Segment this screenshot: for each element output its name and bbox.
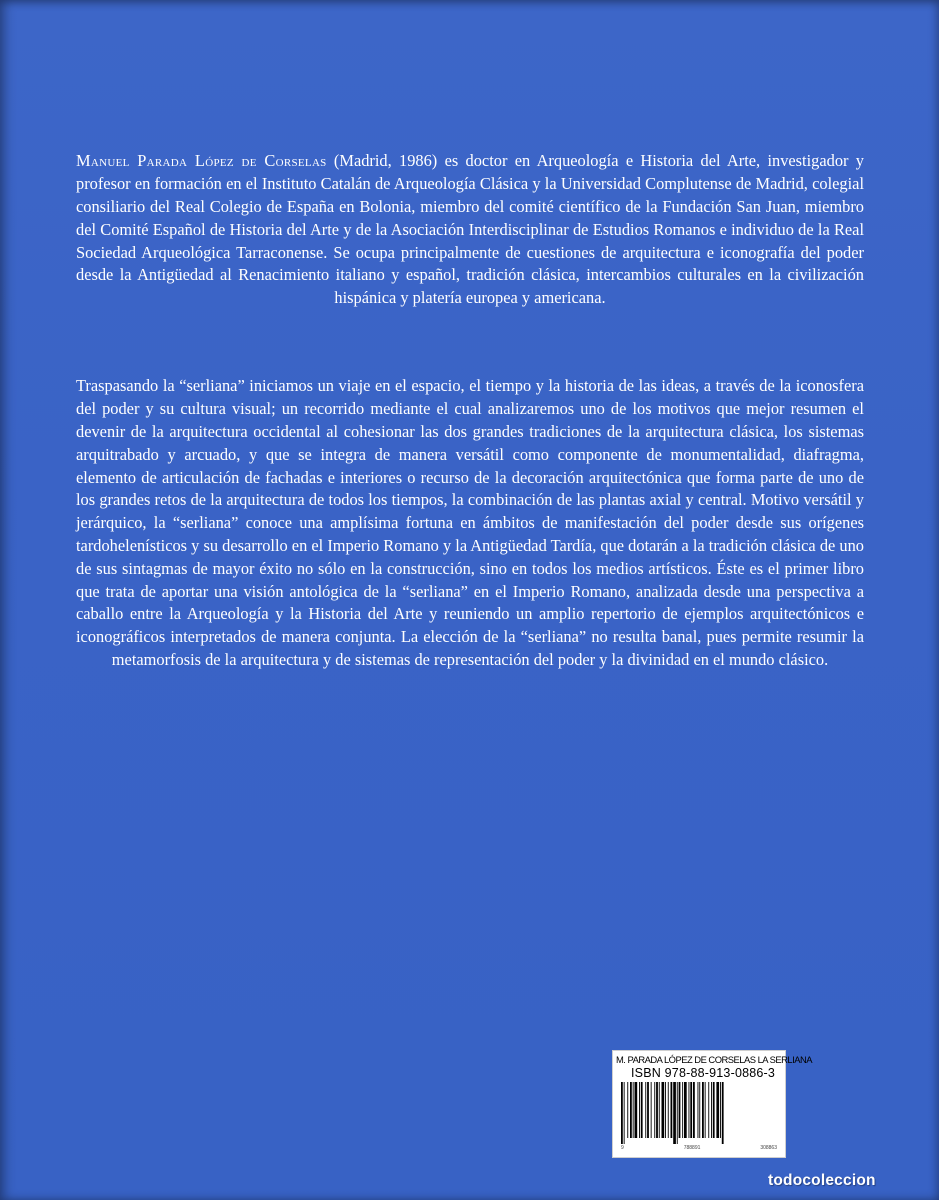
barcode-bar bbox=[702, 1082, 704, 1138]
barcode-bar bbox=[711, 1082, 712, 1138]
barcode-bar bbox=[682, 1082, 683, 1138]
barcode-bar bbox=[656, 1082, 658, 1138]
author-bio-text: (Madrid, 1986) es doctor en Arqueología e Historia del Arte, investigador y profesor en formación en el Instituto Catalán de Arqueología Clásica y la Universidad Complutense de Madrid, colegial consiliario del Real Colegio de España en Bolonia, miembro del comité científico de la Fundación San Juan, miembro del Comité Español de Historia del Arte y de la Asociación Interdisciplinar de Estudios Romanos e individuo de la Real Sociedad Arqueológica Tarraconense. Se ocupa principalmente de cuestiones de arquitectura e iconografía del poder desde la Antigüedad al Renacimiento italiano y español, tradición clásica, intercambios culturales en la civilización hispánica y platería europea y americana. bbox=[76, 151, 864, 308]
barcode-bar bbox=[668, 1082, 669, 1138]
barcode-digits-left: 788891 bbox=[683, 1145, 701, 1151]
barcode-bar bbox=[659, 1082, 660, 1138]
barcode-bar bbox=[651, 1082, 652, 1138]
watermark-logo: todocoleccion bbox=[768, 1172, 876, 1189]
barcode-digits bbox=[621, 1145, 777, 1151]
barcode-bar bbox=[720, 1082, 721, 1138]
isbn-number: ISBN 978-88-913-0886-3 bbox=[631, 1066, 776, 1080]
barcode-bar bbox=[647, 1082, 649, 1138]
barcode-bar bbox=[690, 1082, 692, 1138]
barcode-bar bbox=[698, 1082, 699, 1138]
barcode-digit-first: 9 bbox=[621, 1145, 624, 1151]
barcode-digits-right: 308863 bbox=[760, 1145, 777, 1151]
barcode-bar bbox=[662, 1082, 665, 1138]
barcode-bar bbox=[624, 1082, 625, 1144]
barcode-bar bbox=[677, 1082, 678, 1144]
barcode-bar bbox=[705, 1082, 706, 1138]
barcode-bar bbox=[633, 1082, 634, 1138]
barcode-bar bbox=[665, 1082, 666, 1138]
barcode-bar bbox=[641, 1082, 643, 1138]
barcode-bar bbox=[679, 1082, 681, 1138]
barcode-bar bbox=[684, 1082, 687, 1138]
barcode-bar bbox=[693, 1082, 695, 1138]
barcode-bar bbox=[639, 1082, 640, 1138]
barcode-bar bbox=[671, 1082, 673, 1138]
barcode-bar bbox=[708, 1082, 709, 1138]
barcode-header: M. PARADA LÓPEZ DE CORSELAS LA SERLIANA bbox=[616, 1054, 813, 1065]
barcode-bar bbox=[630, 1082, 632, 1138]
barcode-bar bbox=[621, 1082, 623, 1144]
author-bio-paragraph bbox=[76, 150, 864, 310]
barcode-bar bbox=[645, 1082, 646, 1138]
barcode-bar bbox=[627, 1082, 628, 1138]
barcode-bar bbox=[713, 1082, 715, 1138]
barcode-bar bbox=[722, 1082, 724, 1144]
book-summary-paragraph: Traspasando la “serliana” iniciamos un viaje en el espacio, el tiempo y la historia de las ideas, a través de la iconosfera del poder y su cultura visual; un recorrido mediante el cual analizaremos uno de los motivos que mejor resumen el devenir de la arquitectura occidental al cohesionar las dos grandes tradiciones de la arquitectura clásica, los sistemas arquitrabado y arcuado, y que se integra de manera versátil como componente de monumentalidad, diafragma, elemento de articulación de fachadas e interiores o recurso de la decoración arquitectónica que forma parte de uno de los grandes retos de la arquitectura de todos los tiempos, la combinación de las plantas axial y central. Motivo versátil y jerárquico, la “serliana” conoce una amplísima fortuna en ámbitos de manifestación del poder desde sus orígenes tardohelenísticos y su desarrollo en el Imperio Romano y la Antigüedad Tardía, que dotarán a la tradición clásica de uno de sus sintagmas de mayor éxito no sólo en la construcción, sino en todos los medios artísticos. Éste es el primer libro que trata de aportar una visión antológica de la “serliana” en el Imperio Romano, analizada desde una perspectiva a caballo entre la Arqueología y la Historia del Arte y reuniendo un amplio repertorio de ejemplos arquitectónicos e iconográficos interpretados de manera conjunta. La elección de la “serliana” no resulta banal, pues permite resumir la metamorfosis de la arquitectura y de sistemas de representación del poder y la divinidad en el mundo clásico. bbox=[76, 376, 864, 669]
barcode-label bbox=[612, 1050, 813, 1158]
barcode-bar bbox=[673, 1082, 676, 1144]
barcode-bars bbox=[619, 1082, 779, 1144]
barcode-bar bbox=[654, 1082, 655, 1138]
barcode-bar bbox=[716, 1082, 719, 1138]
author-name: Manuel Parada López de Corselas bbox=[76, 151, 327, 171]
barcode-bar bbox=[635, 1082, 638, 1138]
barcode-bar bbox=[699, 1082, 700, 1138]
barcode-bar bbox=[689, 1082, 690, 1138]
